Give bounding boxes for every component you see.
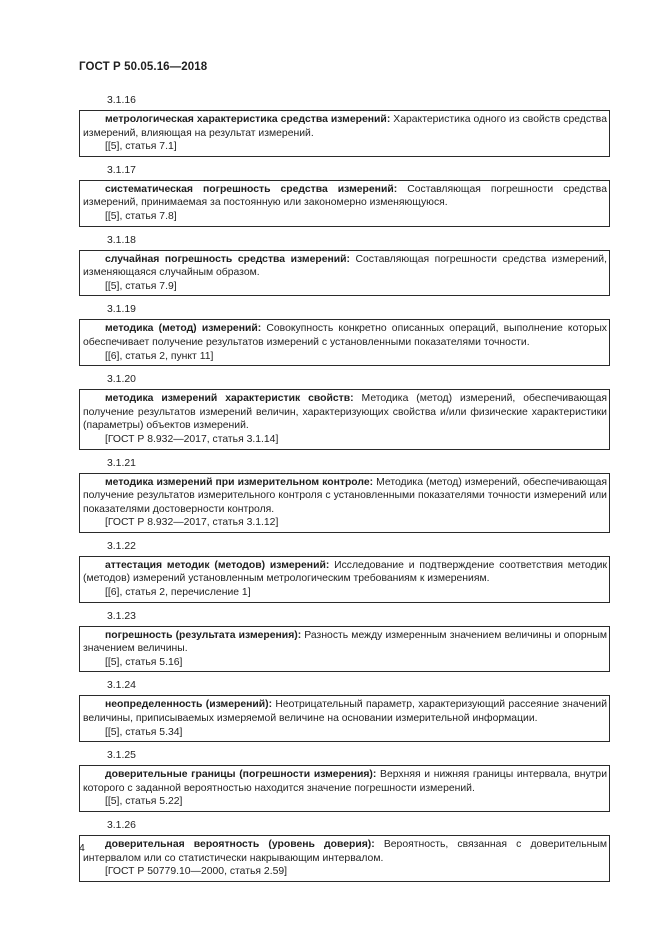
term-definition-text: Вероятность, связанная с доверительным интервалом или со статистически накрывающим интервалом. [83, 839, 607, 864]
term-number: 3.1.20 [107, 374, 136, 386]
term-name: аттестация методик (методов) измерений: [105, 559, 330, 571]
term-definition-text: Исследование и подтверждение соответствия методик (методов) измерений установленным метрологическим требованиям к измерениям. [83, 559, 607, 585]
term-definition [83, 253, 607, 280]
term-name: методика (метод) измерений: [105, 323, 262, 335]
term-name: систематическая погрешность средства измерений: [105, 183, 398, 195]
term-entry [79, 540, 610, 603]
term-box [79, 250, 610, 297]
term-definition [83, 559, 607, 586]
term-name: метрологическая характеристика средства измерений: [105, 114, 391, 125]
term-box [79, 556, 610, 603]
term-number: 3.1.22 [107, 540, 136, 552]
term-definition [83, 838, 607, 865]
page-number: 4 [79, 843, 85, 854]
term-entry [79, 373, 610, 449]
term-box [79, 765, 610, 812]
term-entry [79, 94, 610, 157]
term-definition [83, 768, 607, 795]
document-header: ГОСТ Р 50.05.16—2018 [79, 61, 208, 73]
term-definition [83, 629, 607, 656]
term-definition-text: Характеристика одного из свойств средства измерений, влияющая на результат измерений. [83, 114, 607, 139]
term-entry [79, 749, 610, 812]
term-definition [83, 698, 607, 725]
term-definition-text: Методика (метод) измерений, обеспечивающая получение результатов измерительного контроля с установленными показателями точности измерений или показателями достоверности контроля. [83, 476, 607, 515]
term-name: методика измерений при измерительном контроле: [105, 476, 374, 488]
term-number: 3.1.21 [107, 457, 136, 469]
term-definition-text: Составляющая погрешности средства измерений, изменяющаяся случайным образом. [83, 253, 607, 279]
term-source: [ГОСТ Р 8.932—2017, статья 3.1.12] [105, 517, 279, 529]
term-number: 3.1.16 [107, 95, 136, 106]
term-box [79, 695, 610, 742]
term-definition [83, 183, 607, 210]
term-definition [83, 476, 607, 517]
term-number: 3.1.24 [107, 680, 136, 692]
term-source: [ГОСТ Р 50779.10—2000, статья 2.59] [105, 866, 288, 878]
term-box [79, 180, 610, 227]
term-number: 3.1.25 [107, 750, 136, 762]
term-source: [[5], статья 5.22] [105, 796, 183, 808]
term-entry [79, 610, 610, 673]
term-number: 3.1.18 [107, 234, 136, 246]
term-source: [[5], статья 5.34] [105, 726, 183, 738]
term-name: доверительная вероятность (уровень доверия): [105, 839, 375, 850]
term-definition [83, 322, 607, 349]
term-definition-text: Верхняя и нижняя границы интервала, внутри которого с заданной вероятностью находится значение погрешности измерений. [83, 769, 607, 794]
term-definition-text: Неотрицательный параметр, характеризующий рассеяние значений величины, приписываемых измеряемой величине на основании измерительной информации. [83, 699, 608, 725]
term-source: [[6], статья 2, пункт 11] [105, 350, 214, 362]
term-source: [ГОСТ Р 8.932—2017, статья 3.1.14] [105, 433, 279, 445]
term-definition [83, 392, 607, 433]
term-definition-text: Методика (метод) измерений, обеспечивающая получение результатов измерений величин, характеризующих свойства и/или физические характеристики (параметры) объектов измерений. [83, 393, 607, 432]
term-source: [[6], статья 2, перечисление 1] [105, 587, 251, 599]
term-entry [79, 234, 610, 297]
term-entry [79, 303, 610, 366]
term-box [79, 319, 610, 366]
term-definition-text: Разность между измеренным значением величины и опорным значением величины. [83, 629, 607, 655]
term-definition-text: Совокупность конкретно описанных операций, выполнение которых обеспечивает получение результатов измерений с установленными показателями точности. [83, 323, 607, 348]
term-entry [79, 819, 610, 882]
term-box [79, 389, 610, 449]
term-box [79, 110, 610, 157]
term-number: 3.1.19 [107, 304, 136, 316]
term-entry [79, 457, 610, 533]
term-entry [79, 679, 610, 742]
terms-list [79, 94, 610, 889]
term-number: 3.1.17 [107, 164, 136, 176]
term-source: [[5], статья 7.9] [105, 280, 177, 292]
term-name: погрешность (результата измерения): [105, 629, 302, 641]
term-name: методика измерений характеристик свойств: [105, 393, 354, 405]
term-box [79, 626, 610, 673]
term-box [79, 473, 610, 533]
term-box [79, 835, 610, 882]
term-source: [[5], статья 7.8] [105, 210, 177, 222]
term-definition [83, 113, 607, 140]
term-entry [79, 164, 610, 227]
term-name: случайная погрешность средства измерений: [105, 253, 350, 265]
term-source: [[5], статья 7.1] [105, 141, 177, 153]
term-definition-text: Составляющая погрешности средства измерений, принимаемая за постоянную или закономерно изменяющуюся. [83, 183, 607, 209]
term-name: доверительные границы (погрешности измерения): [105, 769, 377, 781]
term-name: неопределенность (измерений): [105, 699, 273, 711]
term-number: 3.1.26 [107, 820, 136, 831]
term-source: [[5], статья 5.16] [105, 656, 183, 668]
term-number: 3.1.23 [107, 610, 136, 622]
